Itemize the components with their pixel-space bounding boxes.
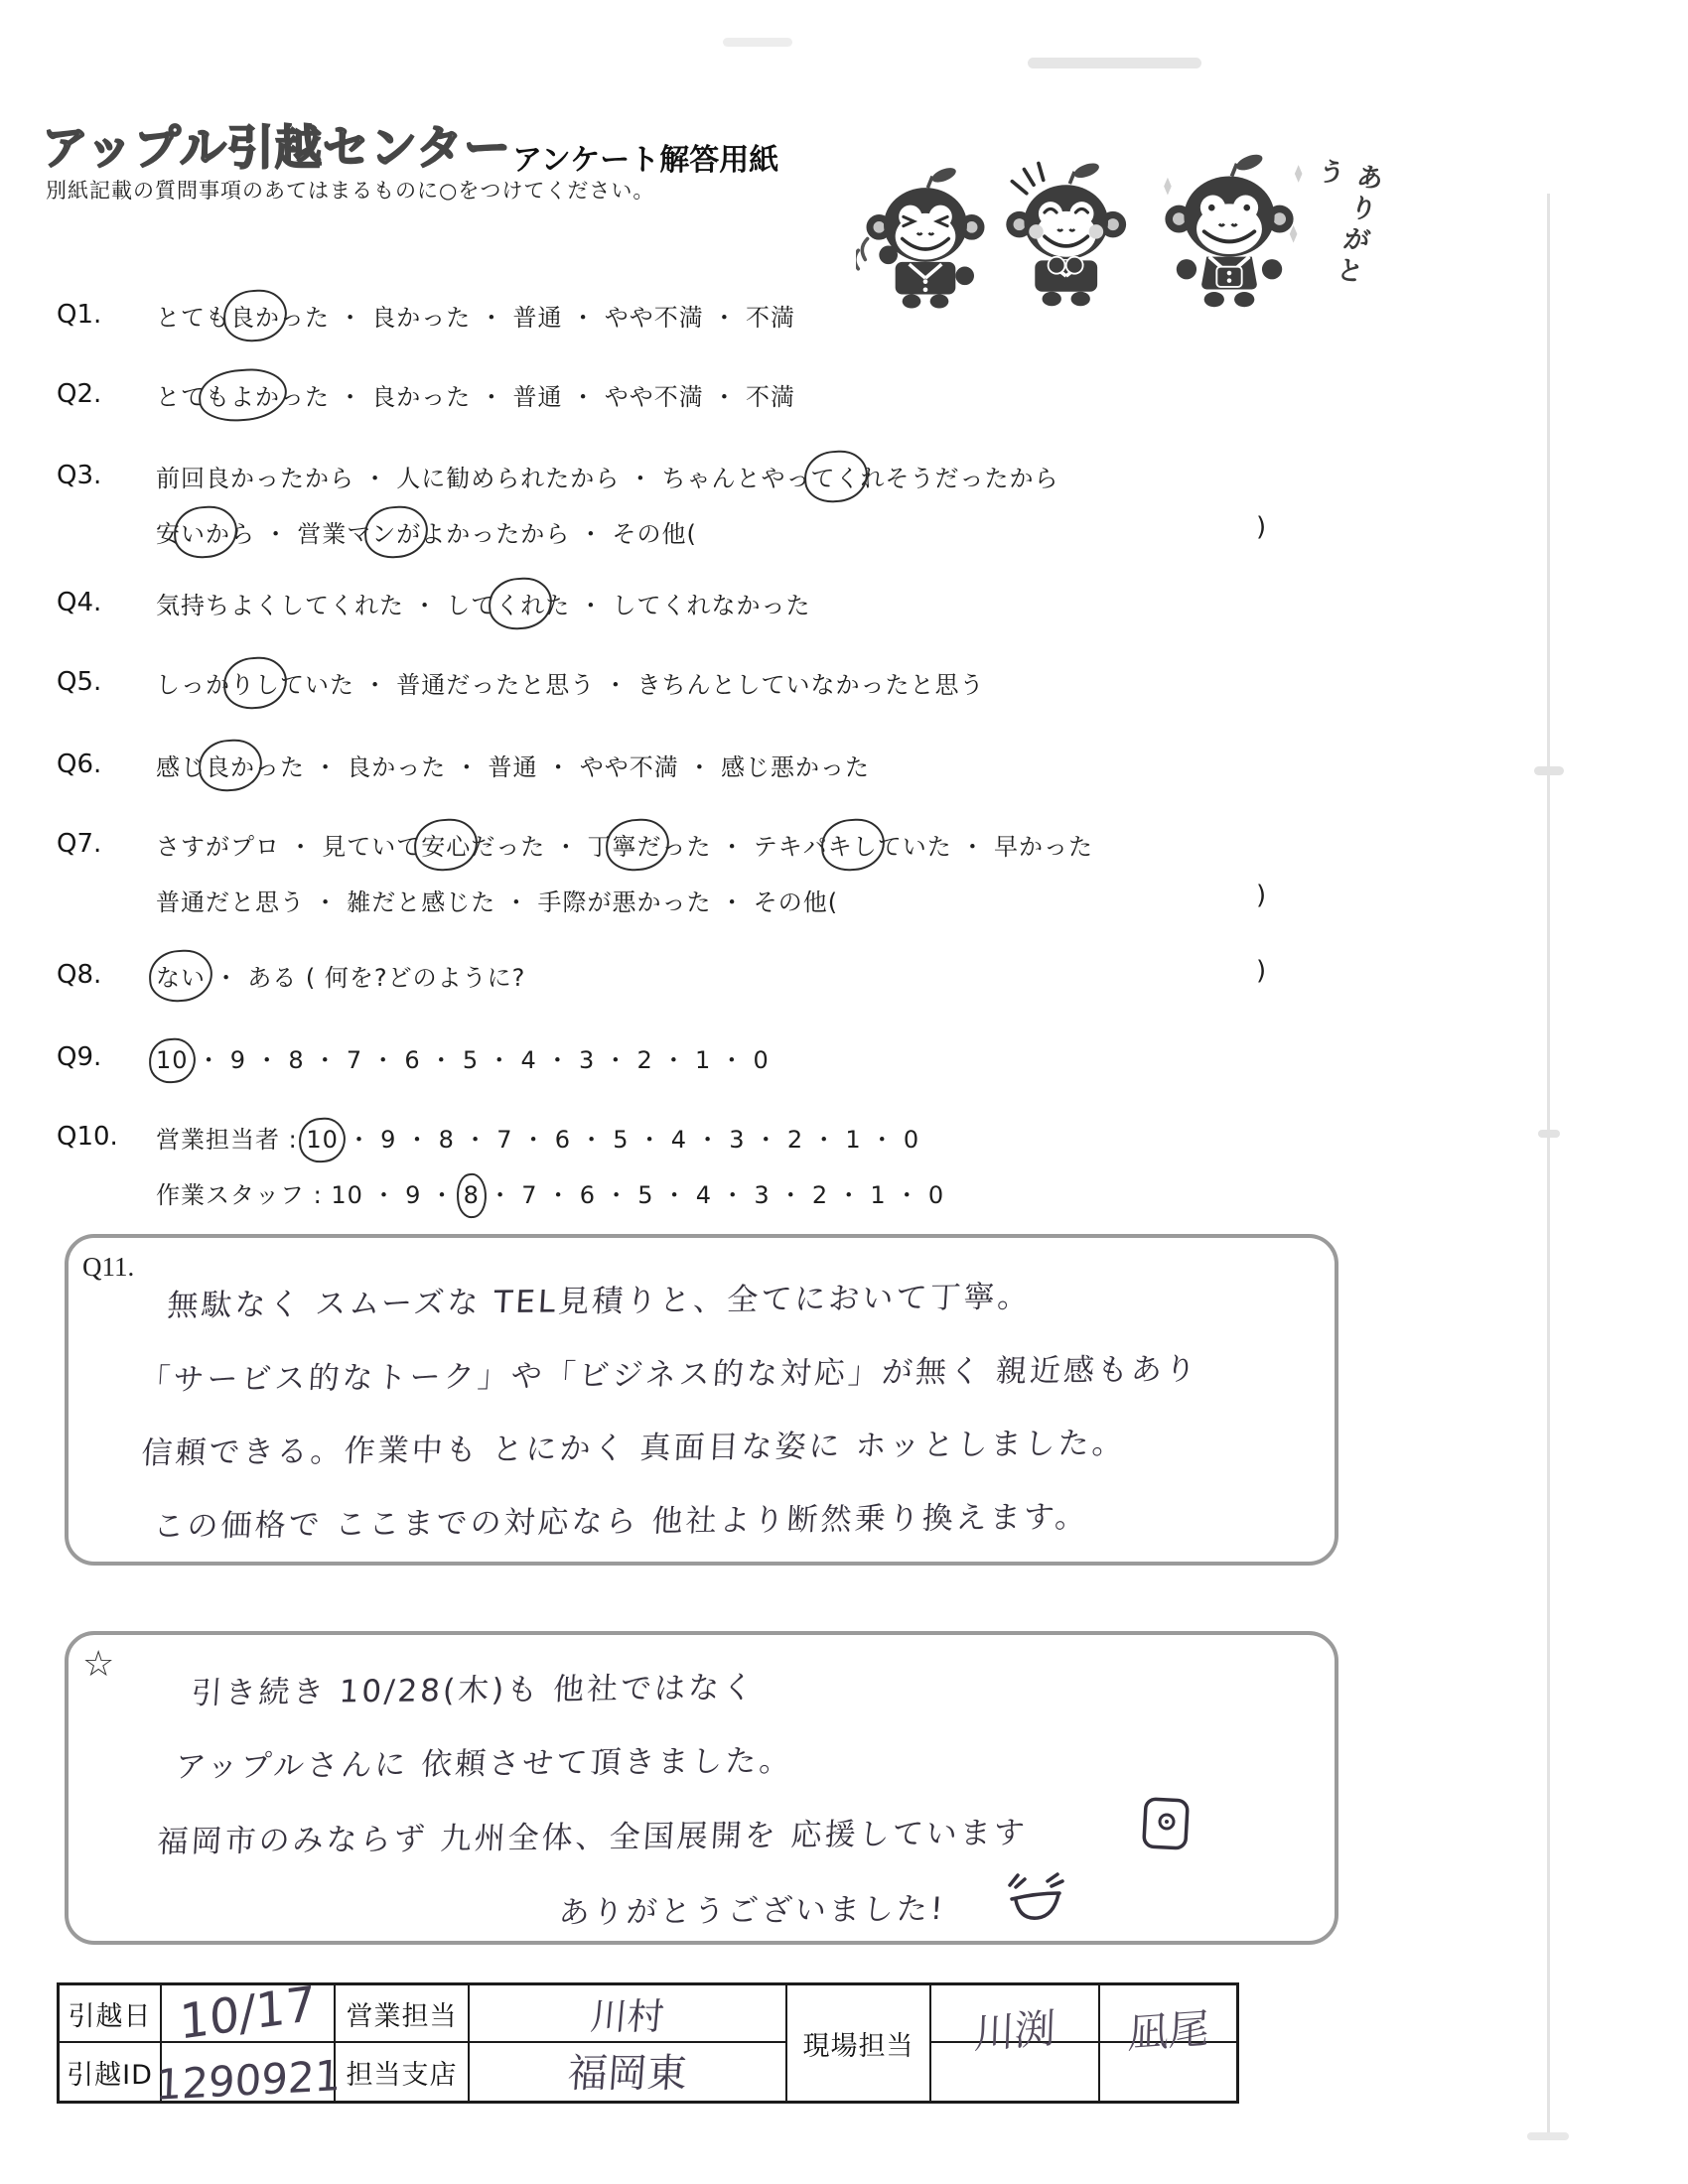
question-id: Q6. xyxy=(57,750,102,779)
question-id: Q10. xyxy=(57,1122,118,1152)
option-text: 前回良かったから ・ 人に勧められたから ・ ちゃんとやっ xyxy=(156,465,811,492)
smiley-face-icon xyxy=(996,1869,1077,1927)
handwritten-text: この価格で ここまでの対応なら 他社より断然乗り換えます。 xyxy=(152,1499,1090,1545)
question-options xyxy=(156,1120,1328,1231)
circled-option: いか xyxy=(181,514,230,549)
option-text: とて xyxy=(156,383,206,411)
q11-handwritten-lines xyxy=(69,1238,1335,1570)
handwritten-text: 信頼できる。作業中も とにかく 真面目な姿に ホッとしました。 xyxy=(140,1425,1127,1472)
q11-box-label: Q11. xyxy=(82,1252,135,1282)
instruction-text: 別紙記載の質問事項のあてはまるものに○をつけてください。 xyxy=(46,179,655,203)
option-text: だった ・ 丁 xyxy=(471,833,613,861)
handwritten-text: 「サービス的なトーク」や「ビジネス的な対応」が無く 親近感もあり xyxy=(138,1351,1200,1399)
scan-artifact xyxy=(1527,2132,1569,2140)
move-date-value-cell xyxy=(162,1976,336,2051)
option-text: ていた ・ 普通だったと思う ・ きちんとしていなかったと思う xyxy=(280,671,985,699)
question-row xyxy=(57,459,1407,570)
monkey-clapping-icon xyxy=(993,157,1137,314)
question-options xyxy=(156,298,1328,353)
question-id: Q4. xyxy=(57,588,102,617)
question-row xyxy=(57,298,1407,353)
sales-rep-handwritten: 川村 xyxy=(588,1995,666,2038)
question-row xyxy=(57,748,1407,803)
question-line xyxy=(156,586,1328,641)
sales-rep-value-cell xyxy=(470,1985,787,2043)
circled-option: もよか xyxy=(206,377,280,412)
option-text: さすがプロ ・ 見ていて xyxy=(156,833,422,861)
handwritten-text: ありがとうございました! xyxy=(557,1890,947,1932)
circled-option: りし xyxy=(230,665,280,700)
circled-option: ない xyxy=(156,958,206,993)
handwritten-text: 無駄なく スムーズな TEL見積りと、全てにおいて丁寧。 xyxy=(166,1279,1033,1324)
site-rep2-handwritten: 凪尾 xyxy=(1126,2003,1210,2058)
scan-artifact xyxy=(1547,194,1550,2139)
footer-info-table xyxy=(57,1976,1239,2110)
option-text: った ・ 良かった ・ 普通 ・ やや不満 ・ 不満 xyxy=(280,304,796,332)
monkey-waving-icon xyxy=(856,167,995,318)
option-text: 気持ちよくしてくれた ・ して xyxy=(156,592,496,619)
question-line xyxy=(156,748,1328,803)
circled-option: くれ xyxy=(495,586,545,620)
circled-option: 良か xyxy=(206,748,255,782)
option-text: った ・ 良かった ・ 普通 ・ やや不満 ・ 感じ悪かった xyxy=(255,753,871,781)
option-text: った ・ 良かった ・ 普通 ・ やや不満 ・ 不満 xyxy=(280,383,796,411)
handwritten-line xyxy=(192,1665,1335,1738)
scan-artifact xyxy=(723,38,792,47)
question-line xyxy=(156,958,1328,1014)
circled-option: 良か xyxy=(230,298,280,333)
option-text: 作業スタッフ : 10 ・ 9 ・ xyxy=(156,1181,464,1209)
question-line xyxy=(156,514,1328,570)
site-rep-label: 現場担当 xyxy=(802,2030,914,2062)
question-line xyxy=(156,377,1328,433)
question-id: Q2. xyxy=(57,379,102,409)
question-line xyxy=(156,459,1328,514)
branch-label: 担当支店 xyxy=(346,2059,458,2091)
circled-option: 安心 xyxy=(421,827,471,862)
handwritten-text: 引き続き 10/28(木)も 他社ではなく xyxy=(190,1670,758,1711)
circled-option: 寧だ xyxy=(613,827,662,862)
question-line xyxy=(156,1120,1328,1175)
scan-artifact xyxy=(1028,58,1201,68)
question-row xyxy=(57,377,1407,433)
question-options xyxy=(156,748,1328,803)
option-text: れそうだったから xyxy=(860,465,1059,492)
option-text: 営業担当者 : xyxy=(156,1126,307,1154)
question-options xyxy=(156,377,1328,433)
closing-paren: ) xyxy=(1256,956,1268,986)
question-line xyxy=(156,298,1328,353)
question-line xyxy=(156,883,1328,938)
brand-logo-text: アップル引越センター xyxy=(42,121,511,176)
question-line xyxy=(156,1040,1328,1096)
question-row xyxy=(57,1120,1407,1231)
circled-option: 10 xyxy=(156,1046,189,1074)
closing-paren: ) xyxy=(1256,881,1268,910)
handwritten-line xyxy=(154,1496,1335,1570)
question-id: Q7. xyxy=(57,829,102,859)
handwritten-line xyxy=(142,1423,1335,1496)
move-date-label: 引越日 xyxy=(68,2000,152,2032)
option-text: た ・ してくれなかった xyxy=(545,592,811,619)
handwritten-line xyxy=(140,1349,1335,1423)
monkey-smiling-icon xyxy=(1154,151,1305,315)
branch-handwritten: 福岡東 xyxy=(566,2050,689,2097)
option-text: ・ ある ( 何を?どのように? xyxy=(206,964,526,992)
sales-rep-label: 営業担当 xyxy=(346,2000,458,2032)
option-text: ・ 9 ・ 8 ・ 7 ・ 6 ・ 5 ・ 4 ・ 3 ・ 2 ・ 1 ・ 0 xyxy=(188,1046,770,1074)
option-text: 普通だと思う ・ 雑だと感じた ・ 手際が悪かった ・ その他( xyxy=(156,888,839,916)
circled-option: キし xyxy=(828,827,878,862)
move-id-value-cell xyxy=(154,2043,343,2110)
site-rep-value2-cell xyxy=(1100,1985,1236,2058)
move-date-handwritten: 10/17 xyxy=(179,1976,317,2051)
question-id: Q5. xyxy=(57,667,102,697)
thanks-vertical-note: ありがとう xyxy=(1310,155,1386,290)
site-rep-label-cell xyxy=(787,1985,931,2101)
branch-label-cell xyxy=(336,2043,470,2101)
star-comment-box xyxy=(65,1631,1338,1945)
handwritten-text: アップルさんに 依頼させて頂きました。 xyxy=(174,1742,794,1786)
option-text: よかったから ・ その他( xyxy=(421,520,697,548)
circled-option: ンが xyxy=(371,514,421,549)
handwritten-text: 福岡市のみならず 九州全体、全国展開を 応援しています xyxy=(156,1815,1029,1860)
option-text: ・ 9 ・ 8 ・ 7 ・ 6 ・ 5 ・ 4 ・ 3 ・ 2 ・ 1 ・ 0 xyxy=(338,1126,920,1154)
branch-value-cell xyxy=(470,2043,787,2101)
question-options xyxy=(156,827,1328,938)
circled-option: てく xyxy=(811,459,861,493)
q11-comment-box xyxy=(65,1234,1338,1566)
option-text: 安 xyxy=(156,520,181,548)
sales-rep-label-cell xyxy=(336,1985,470,2043)
question-line xyxy=(156,665,1328,721)
option-text: ら ・ 営業マ xyxy=(230,520,372,548)
scan-artifact xyxy=(1538,1130,1560,1138)
option-text: ・ 7 ・ 6 ・ 5 ・ 4 ・ 3 ・ 2 ・ 1 ・ 0 xyxy=(479,1181,945,1209)
option-text: しっか xyxy=(156,671,230,699)
question-options xyxy=(156,586,1328,641)
question-id: Q9. xyxy=(57,1042,102,1072)
question-line xyxy=(156,827,1328,883)
question-line xyxy=(156,1175,1328,1231)
move-id-label-cell xyxy=(60,2043,162,2101)
handwritten-line xyxy=(168,1276,1335,1349)
circled-option: 8 xyxy=(463,1181,480,1209)
question-row xyxy=(57,665,1407,721)
question-id: Q8. xyxy=(57,960,102,990)
move-date-label-cell xyxy=(60,1985,162,2043)
question-row xyxy=(57,827,1407,938)
move-id-handwritten: 1290921 xyxy=(154,2050,343,2110)
option-text: とても xyxy=(156,304,230,332)
question-options xyxy=(156,1040,1328,1096)
star-icon: ☆ xyxy=(82,1644,115,1684)
option-text: った ・ テキパ xyxy=(661,833,828,861)
question-row xyxy=(57,586,1407,641)
question-id: Q3. xyxy=(57,461,102,490)
sheet-title: アンケート解答用紙 xyxy=(512,143,779,178)
question-id: Q1. xyxy=(57,300,102,330)
handwritten-line xyxy=(559,1885,1335,1959)
option-text: ていた ・ 早かった xyxy=(877,833,1094,861)
site-rep1-handwritten: 川渕 xyxy=(973,2003,1056,2058)
option-text: 感じ xyxy=(156,753,206,781)
question-options xyxy=(156,665,1328,721)
question-row xyxy=(57,958,1407,1014)
question-options xyxy=(156,459,1328,570)
move-id-label: 引越ID xyxy=(67,2059,153,2091)
scan-artifact xyxy=(1534,766,1564,775)
question-options xyxy=(156,958,1328,1014)
closing-paren: ) xyxy=(1256,512,1268,542)
site-rep-value1-cell xyxy=(931,1985,1100,2058)
question-row xyxy=(57,1040,1407,1096)
gift-box-smiley-icon xyxy=(1139,1792,1195,1853)
circled-option: 10 xyxy=(306,1126,339,1154)
